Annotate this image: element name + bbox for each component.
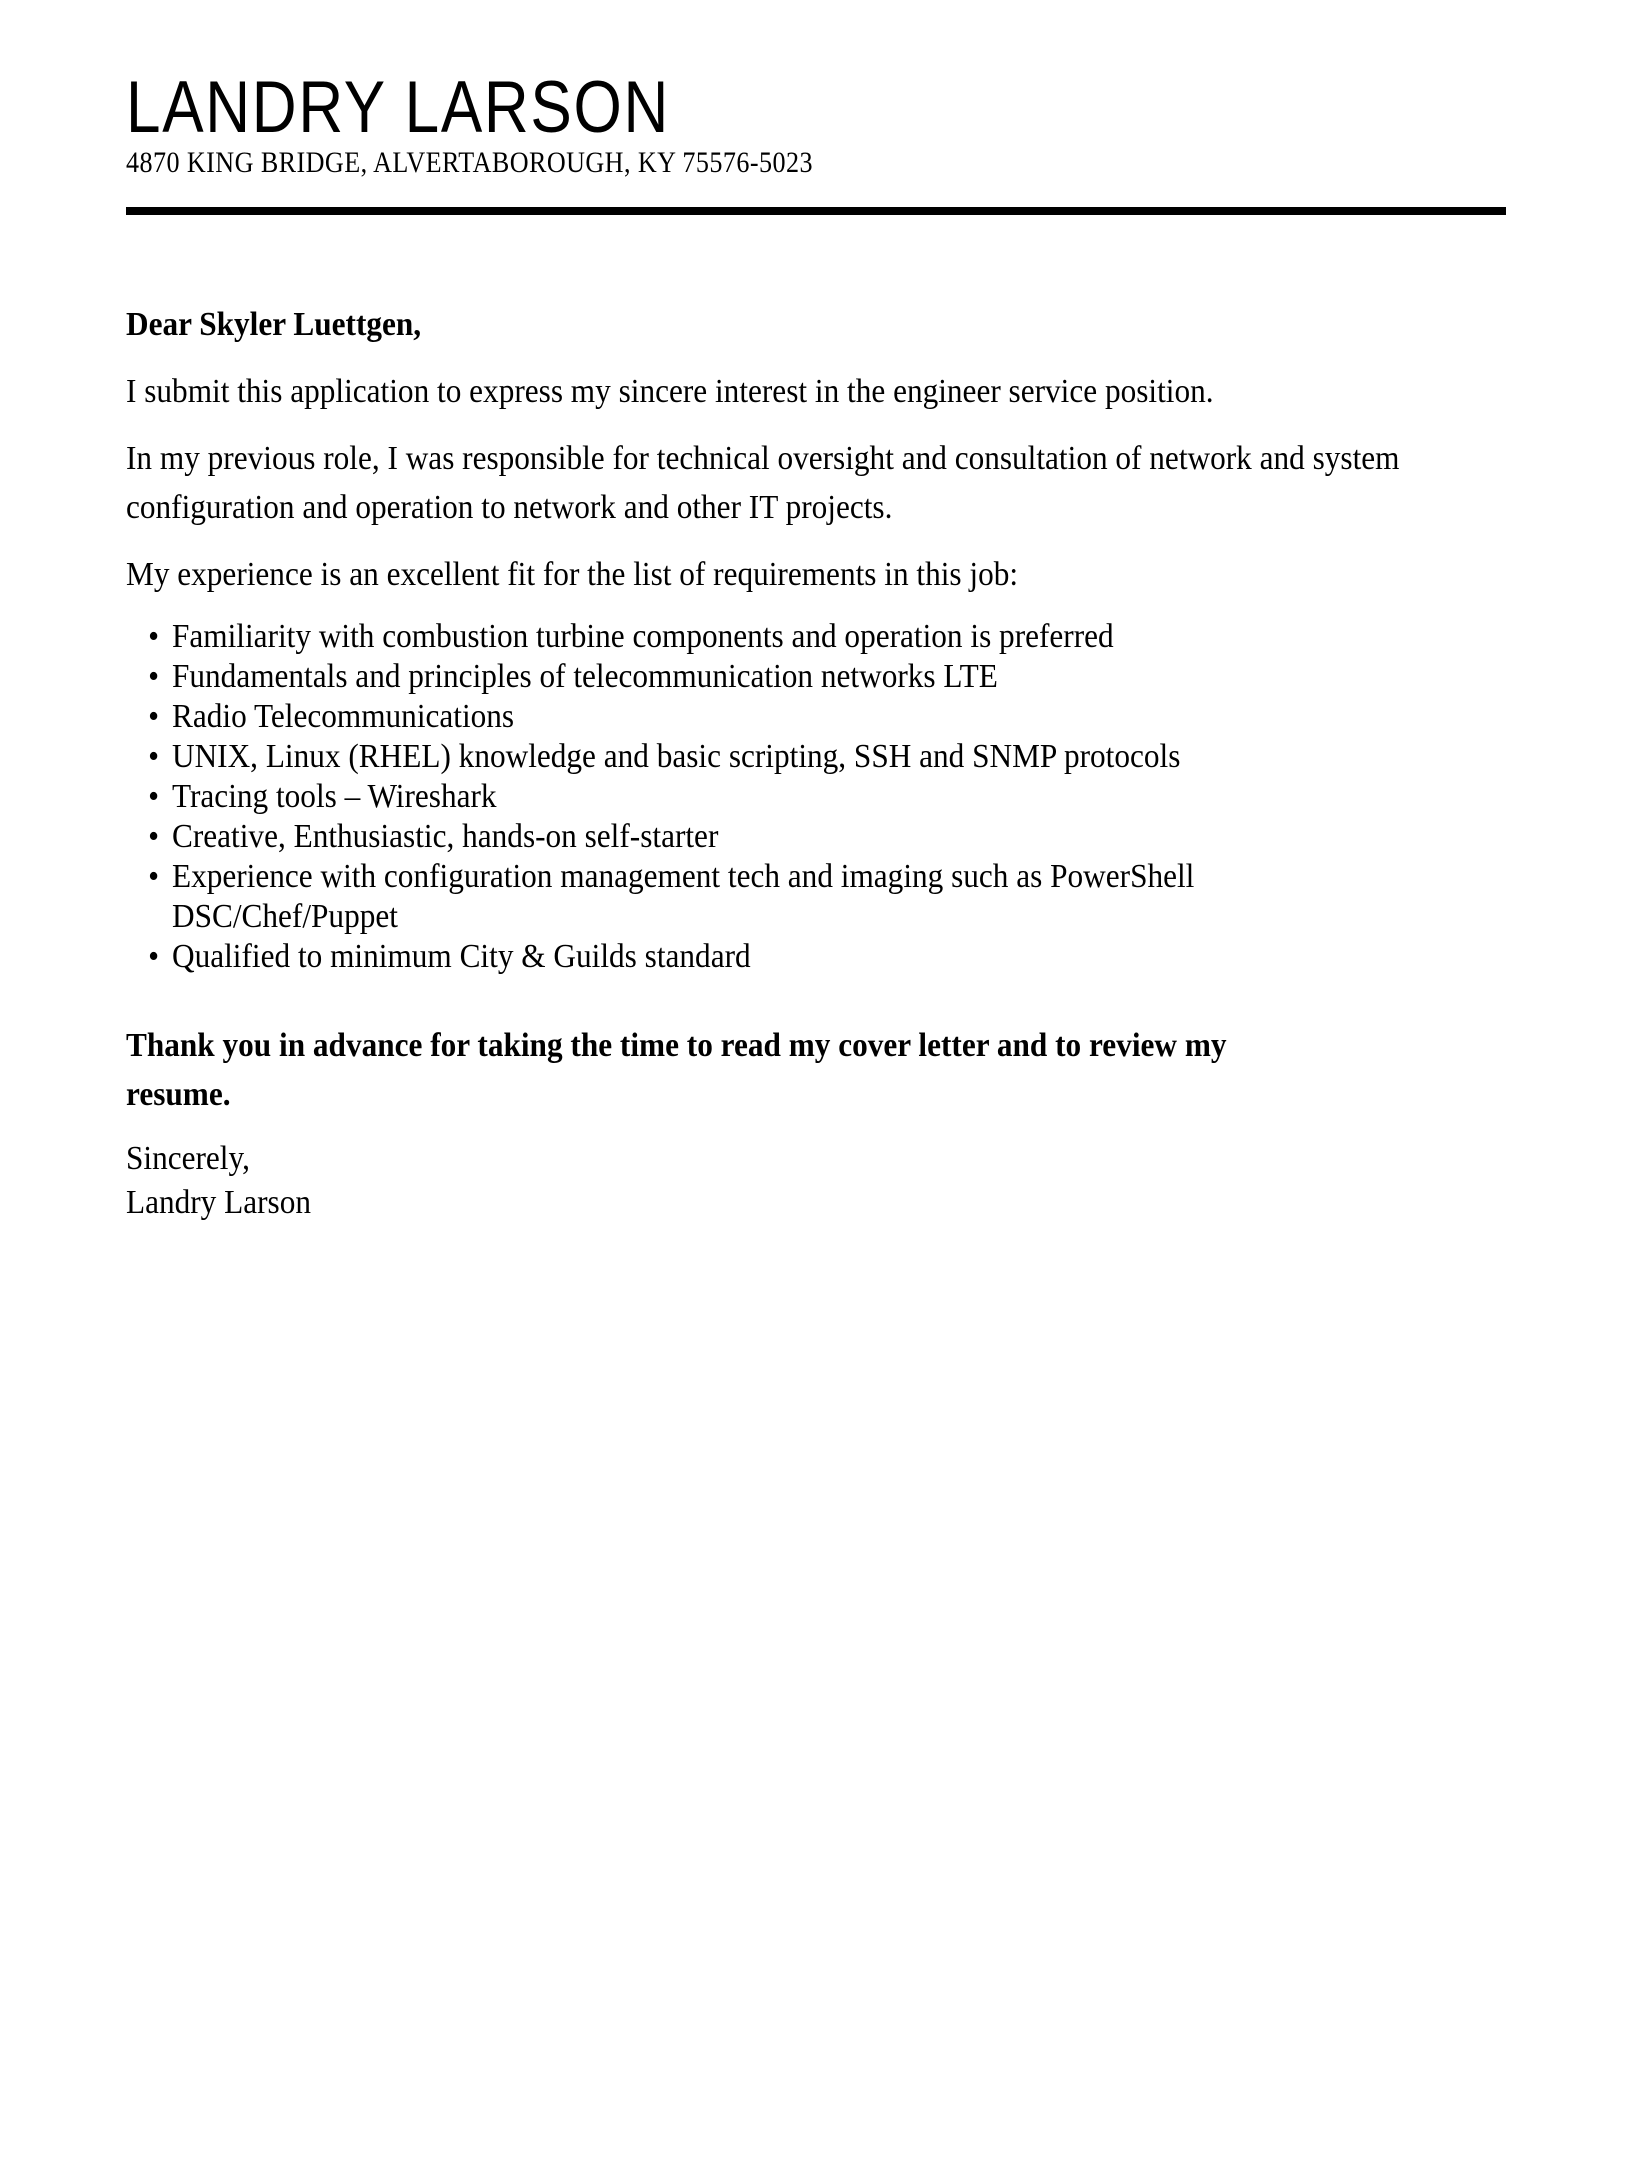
list-item-text: Tracing tools – Wireshark bbox=[172, 778, 497, 815]
list-item-text: Familiarity with combustion turbine components and operation is preferred bbox=[172, 618, 1114, 655]
bullet-icon: • bbox=[148, 658, 160, 695]
list-item-text: Fundamentals and principles of telecommunication networks LTE bbox=[172, 658, 998, 695]
bullet-icon: • bbox=[148, 858, 160, 895]
list-item-text: Radio Telecommunications bbox=[172, 698, 515, 735]
letter-header bbox=[126, 67, 1506, 215]
list-item bbox=[148, 937, 1396, 977]
cover-letter-page bbox=[0, 67, 1632, 2169]
closing-block bbox=[126, 1137, 1506, 1225]
paragraph-intro: I submit this application to express my sincere interest in the engineer service position. bbox=[126, 373, 1214, 410]
candidate-name: LANDRY LARSON bbox=[126, 67, 670, 148]
bullet-icon: • bbox=[148, 778, 160, 815]
list-item bbox=[148, 737, 1396, 777]
list-item-text: UNIX, Linux (RHEL) knowledge and basic scripting, SSH and SNMP protocols bbox=[172, 738, 1181, 775]
bullet-icon: • bbox=[148, 698, 160, 735]
bullet-icon: • bbox=[148, 818, 160, 855]
requirements-list bbox=[126, 617, 1506, 977]
bullet-icon: • bbox=[148, 738, 160, 775]
salutation: Dear Skyler Luettgen, bbox=[126, 306, 422, 343]
list-item bbox=[148, 617, 1396, 657]
bullet-icon: • bbox=[148, 618, 160, 655]
list-item-text: Experience with configuration management tech and imaging such as PowerShell DSC/Chef/Puppet bbox=[172, 858, 1195, 935]
candidate-address: 4870 KING BRIDGE, ALVERTABOROUGH, KY 75576-5023 bbox=[126, 146, 813, 179]
bullet-icon: • bbox=[148, 938, 160, 975]
list-item bbox=[148, 817, 1396, 857]
paragraph-previous-role: In my previous role, I was responsible for technical oversight and consultation of network and system configuration and operation to network and other IT projects. bbox=[126, 440, 1400, 526]
list-item bbox=[148, 657, 1396, 697]
list-item-text: Qualified to minimum City & Guilds standard bbox=[172, 938, 751, 975]
thank-you-paragraph: Thank you in advance for taking the time to read my cover letter and to review my resume. bbox=[126, 1027, 1227, 1113]
list-item bbox=[148, 777, 1396, 817]
signature-name: Landry Larson bbox=[126, 1184, 312, 1221]
closing-salute: Sincerely, bbox=[126, 1140, 250, 1177]
paragraph-experience-fit: My experience is an excellent fit for the list of requirements in this job: bbox=[126, 556, 1019, 593]
list-item bbox=[148, 857, 1396, 937]
header-divider-rule bbox=[126, 207, 1506, 215]
list-item-text: Creative, Enthusiastic, hands-on self-starter bbox=[172, 818, 719, 855]
list-item bbox=[148, 697, 1396, 737]
letter-body bbox=[126, 300, 1506, 1225]
